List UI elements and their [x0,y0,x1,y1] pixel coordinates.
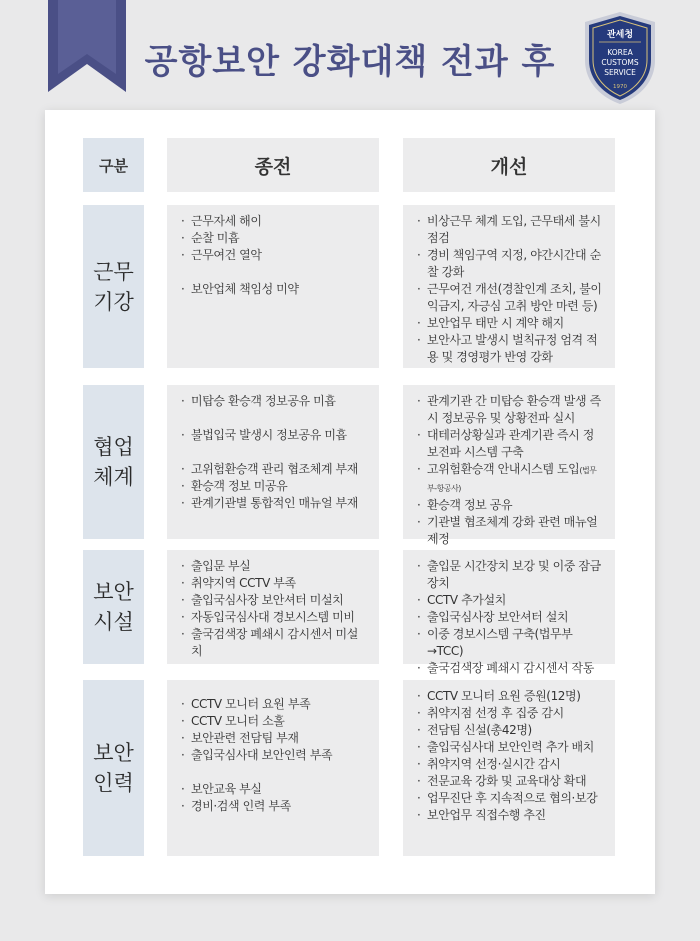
list-item: · 근무여건 개선(경찰인계 조치, 불이익금지, 자긍심 고취 방안 마련 등) [415,281,605,315]
comparison-table-card [45,110,655,894]
list-item: · 전담팀 신설(총42명) [415,722,605,739]
list-item: · 고위험환승객 관리 협조체계 부재 [179,461,369,478]
korea-customs-emblem-icon [581,10,659,106]
list-item [415,461,605,497]
list-item: · 출입국심사장 보안셔터 미설치 [179,592,369,609]
header-before: 종전 [167,138,379,192]
list-item: · CCTV 모니터 요원 증원(12명) [415,688,605,705]
list-item-text: 고위험환승객 안내시스템 도입 [427,462,580,476]
list-item: · 전문교육 강화 및 교육대상 확대 [415,773,605,790]
list-item: · 출입국심사대 보안인력 부족 [179,747,369,764]
list-item: · 환승객 정보 미공유 [179,478,369,495]
list-item: · 관계기관별 통합적인 매뉴얼 부재 [179,495,369,512]
list-item: · 불법입국 발생시 정보공유 미흡 [179,427,369,444]
list-item-note: (법무부-항공사) [427,466,597,493]
emblem-line2: CUSTOMS [601,58,639,67]
list-item: · 출국검색장 폐쇄시 감시센서 작동 [415,660,605,677]
list-item: · 순찰 미흡 [179,230,369,247]
list-item: · 출입문 부실 [179,558,369,575]
list-item: · 경비 책임구역 지정, 야간시간대 순찰 강화 [415,247,605,281]
list-item: · 업무진단 후 지속적으로 협의·보강 [415,790,605,807]
list-item: · 보안업무 직접수행 추진 [415,807,605,824]
emblem-line3: SERVICE [604,68,636,77]
emblem-top-text: 관세청 [606,30,634,40]
list-item: · 근무여건 열악 [179,247,369,264]
list-item: · 대테러상황실과 관계기관 즉시 정보전파 시스템 구축 [415,427,605,461]
row-before-discipline [167,205,379,368]
row-before-cooperation [167,385,379,539]
list-item: · 관계기관 간 미탑승 환승객 발생 즉시 정보공유 및 상황전파 실시 [415,393,605,427]
list-item: · 취약지역 CCTV 부족 [179,575,369,592]
list-item: · 이중 경보시스템 구축(법무부 →TCC) [415,626,605,660]
list-item: · 보안교육 부실 [179,781,369,798]
row-category-discipline: 근무 기강 [83,205,144,368]
row-after-facilities [403,550,615,675]
row-category-personnel: 보안 인력 [83,680,144,856]
list-item: · 보안업무 태만 시 계약 해지 [415,315,605,332]
list-item: · CCTV 모니터 요원 부족 [179,696,369,713]
list-item: · 출국검색장 폐쇄시 감시센서 미설치 [179,626,369,660]
list-item: · CCTV 모니터 소홀 [179,713,369,730]
row-after-cooperation [403,385,615,546]
list-item: · 미탑승 환승객 정보공유 미흡 [179,393,369,410]
list-item: · 근무자세 해이 [179,213,369,230]
row-after-personnel [403,680,615,856]
header-after: 개선 [403,138,615,192]
list-item: · 출입국심사대 보안인력 추가 배치 [415,739,605,756]
list-item: · 기관별 협조체계 강화 관련 매뉴얼 제정 [415,514,605,548]
list-item: · 취약지점 선정 후 집중 감시 [415,705,605,722]
list-item: · 보안사고 발생시 벌칙규정 엄격 적용 및 경영평가 반영 강화 [415,332,605,366]
list-item: · 보안업체 책임성 미약 [179,281,369,298]
list-item: · 출입국심사장 보안셔터 설치 [415,609,605,626]
row-before-personnel [167,680,379,856]
list-item: · 비상근무 체계 도입, 근무태세 불시 점검 [415,213,605,247]
row-category-cooperation: 협업 체계 [83,385,144,539]
row-category-facilities: 보안 시설 [83,550,144,664]
list-item: · 취약지역 선정·실시간 감시 [415,756,605,773]
list-item: · 자동입국심사대 경보시스템 미비 [179,609,369,626]
header-category: 구분 [83,138,144,192]
emblem-year: 1970 [613,84,627,90]
list-item: · 경비·검색 인력 부족 [179,798,369,815]
row-before-facilities [167,550,379,664]
list-item: · 환승객 정보 공유 [415,497,605,514]
list-item: · 출입문 시간장치 보강 및 이중 잠금장치 [415,558,605,592]
list-item: · 보안관련 전담팀 부재 [179,730,369,747]
row-after-discipline [403,205,615,368]
page-title: 공항보안 강화대책 전과 후 [144,42,556,82]
emblem-line1: KOREA [607,48,633,57]
list-item: · CCTV 추가설치 [415,592,605,609]
